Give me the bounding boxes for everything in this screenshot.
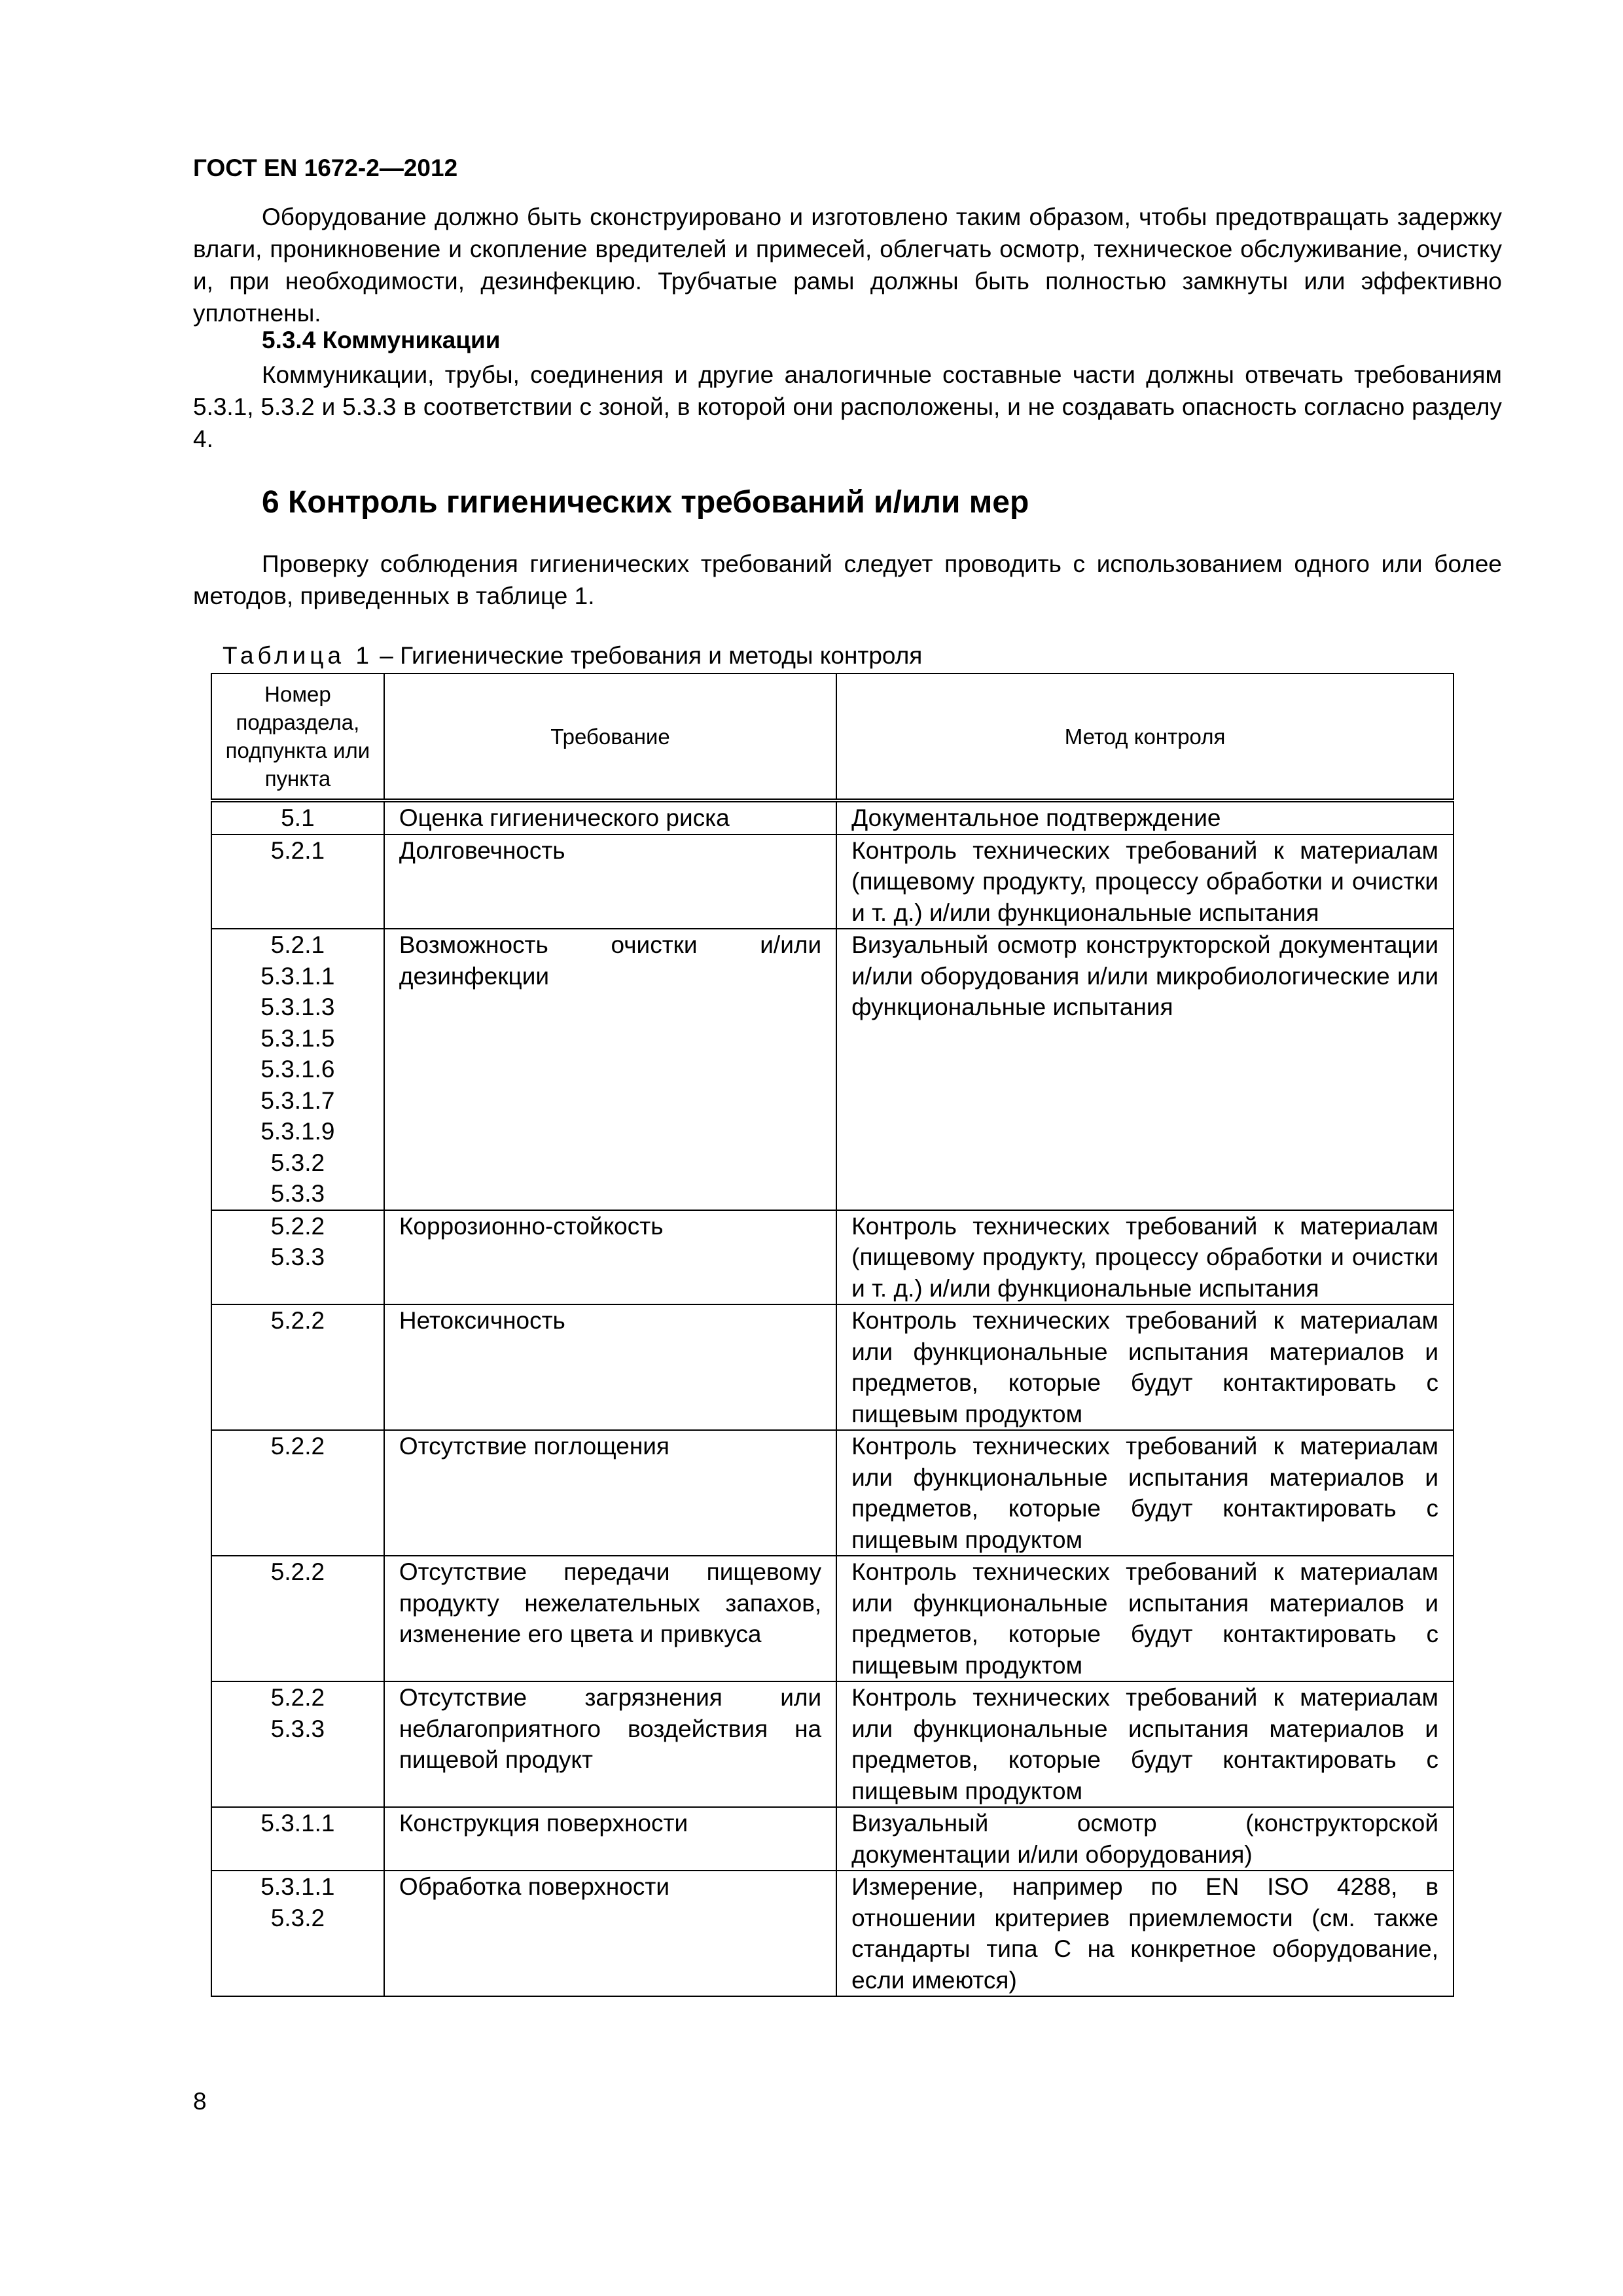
header-section-number: Номер подраздела, подпункта или пункта [211,673,384,800]
table-caption-text: – Гигиенические требования и методы контроля [372,642,923,669]
requirement-cell: Нетоксичность [384,1304,836,1430]
section-number-cell [211,1807,384,1871]
table-caption-label: Таблица 1 [223,642,373,669]
section-number-cell [211,929,384,1210]
section-number: 5.2.2 [270,1684,325,1711]
requirement-cell: Коррозионно-стойкость [384,1210,836,1305]
method-cell: Контроль технических требований к материалам или функциональные испытания материалов и предметов, которые будут контактировать с пищевым продуктом [836,1430,1454,1556]
section-number: 5.3.1.1 [260,1873,335,1900]
method-cell: Документальное подтверждение [836,800,1454,834]
table-body [211,800,1454,1996]
requirements-table [211,673,1454,1997]
table-row [211,1807,1454,1871]
document-code: ГОСТ EN 1672-2—2012 [193,154,458,181]
requirement-cell: Возможность очистки и/или дезинфекции [384,929,836,1210]
section-number-cell [211,1430,384,1556]
paragraph-verification: Проверку соблюдения гигиенических требований следует проводить с использованием одного или более методов, приведенных в таблице 1. [193,550,1502,609]
table-caption [223,641,922,670]
table-row [211,929,1454,1210]
requirement-cell: Отсутствие поглощения [384,1430,836,1556]
subsection-heading: 5.3.4 Коммуникации [262,327,501,353]
section-number: 5.3.2 [270,1149,325,1176]
requirement-cell: Долговечность [384,834,836,929]
method-cell: Контроль технических требований к материалам (пищевому продукту, процессу обработки и очистки и т. д.) и/или функциональные испытания [836,1210,1454,1305]
section-number-cell [211,834,384,929]
table-row [211,800,1454,834]
section-number: 5.2.2 [270,1558,325,1585]
section-number-cell [211,1304,384,1430]
section-number: 5.3.3 [270,1180,325,1207]
method-cell: Визуальный осмотр (конструкторской документации и/или оборудования) [836,1807,1454,1871]
section-number: 5.3.1.1 [260,1810,335,1837]
section-number: 5.2.1 [270,931,325,958]
section-number-cell [211,1681,384,1807]
requirement-cell: Оценка гигиенического риска [384,800,836,834]
section-number: 5.1 [281,804,315,831]
paragraph-equipment-design: Оборудование должно быть сконструировано и изготовлено таким образом, чтобы предотвращать задержку влаги, проникновение и скопление вредителей и примесей, облегчать осмотр, техническое обслуживание, очистку и, при необходимости, дезинфекцию. Трубчатые рамы должны быть полностью замкнуты или эффективно уплотнены. [193,204,1502,327]
section-number: 5.3.2 [270,1904,325,1931]
section-number: 5.2.2 [270,1307,325,1334]
requirement-cell: Обработка поверхности [384,1871,836,1996]
section-number-cell [211,1210,384,1305]
section-number: 5.2.2 [270,1433,325,1460]
section-number: 5.3.3 [270,1715,325,1742]
section-number-cell [211,1871,384,1996]
header-requirement: Требование [384,673,836,800]
table-row [211,1430,1454,1556]
section-number: 5.3.1.1 [260,962,335,990]
section-number: 5.3.1.9 [260,1118,335,1145]
paragraph-communications: Коммуникации, трубы, соединения и другие аналогичные составные части должны отвечать требованиям 5.3.1, 5.3.2 и 5.3.3 в соответствии с зоной, в которой они расположены, и не создавать опасность согласно разделу 4. [193,361,1502,452]
requirement-cell: Конструкция поверхности [384,1807,836,1871]
method-cell: Контроль технических требований к материалам или функциональные испытания материалов и предметов, которые будут контактировать с пищевым продуктом [836,1681,1454,1807]
section-number: 5.3.1.7 [260,1086,335,1114]
table-row [211,1210,1454,1305]
section-number: 5.3.1.5 [260,1024,335,1052]
section-number-cell [211,1556,384,1681]
section-number: 5.3.3 [270,1244,325,1270]
header-method: Метод контроля [836,673,1454,800]
section-number: 5.2.1 [270,836,325,864]
requirement-cell: Отсутствие загрязнения или неблагоприятного воздействия на пищевой продукт [384,1681,836,1807]
method-cell: Контроль технических требований к материалам (пищевому продукту, процессу обработки и очистки и т. д.) и/или функциональные испытания [836,834,1454,929]
page-number: 8 [193,2088,207,2115]
section-number-cell [211,800,384,834]
table-row [211,1304,1454,1430]
method-cell: Контроль технических требований к материалам или функциональные испытания материалов и предметов, которые будут контактировать с пищевым продуктом [836,1556,1454,1681]
section-number: 5.3.1.6 [260,1056,335,1083]
table-row [211,1871,1454,1996]
method-cell: Контроль технических требований к материалам или функциональные испытания материалов и предметов, которые будут контактировать с пищевым продуктом [836,1304,1454,1430]
requirement-cell: Отсутствие передачи пищевому продукту нежелательных запахов, изменение его цвета и привкуса [384,1556,836,1681]
table-row [211,1681,1454,1807]
method-cell: Визуальный осмотр конструкторской документации и/или оборудования и/или микробиологические или функциональные испытания [836,929,1454,1210]
section-heading: 6 Контроль гигиенических требований и/или мер [262,485,1029,520]
table-header-row [211,673,1454,800]
section-number: 5.2.2 [270,1212,325,1240]
table-row [211,1556,1454,1681]
method-cell: Измерение, например по EN ISO 4288, в отношении критериев приемлемости (см. также стандарты типа С на конкретное оборудование, если имеются) [836,1871,1454,1996]
section-number: 5.3.1.3 [260,994,335,1020]
table-row [211,834,1454,929]
